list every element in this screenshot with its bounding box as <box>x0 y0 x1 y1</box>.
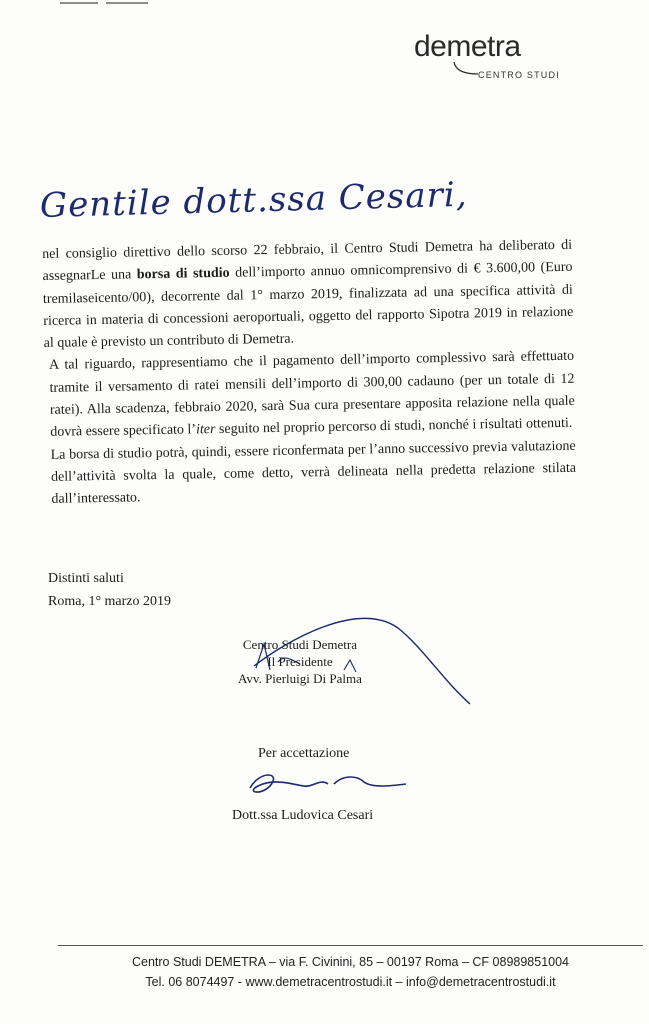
paragraph-text: nel consiglio direttivo dello scorso 22 febbraio, il Centro Studi Demetra ha deliberato di assegnarLe una <box>42 237 573 285</box>
demetra-logo <box>414 30 564 90</box>
emphasis-italic: iter <box>195 422 216 438</box>
footer-contacts: Tel. 06 8074497 - www.demetracentrostudi.it – info@demetracentrostudi.it <box>145 975 556 989</box>
acceptance-signature <box>240 764 410 804</box>
paragraph-text: seguito nel proprio percorso di studi, nonché i risultati ottenuti. <box>215 416 573 438</box>
letter-body <box>42 235 577 512</box>
paragraph-text: A tal riguardo, rappresentiamo che il pagamento dell’importo complessivo sarà effettuato tramite il versamento di ratei mensili dell’importo di 300,00 cadauno (per un totale di 12 ratei). Alla scadenza, febbraio 2020, sarà Sua cura presentare apposita relazione nella quale dovrà essere specificato l’ <box>48 349 575 441</box>
paragraph-text: La borsa di studio potrà, quindi, essere riconfermata per l’anno successivo previa valutazione dell’attività svolta la quale, come detto, verrà delineata nella predetta relazione stilata dall’interessato. <box>50 438 577 508</box>
footer-address: Centro Studi DEMETRA – via F. Civinini, 85 – 00197 Roma – CF 08989851004 <box>131 955 570 969</box>
logo-wordmark: demetra <box>414 30 521 63</box>
footer-divider <box>58 945 643 946</box>
acceptance-label: Per accettazione <box>258 746 350 761</box>
top-edge-marks <box>58 0 178 6</box>
logo-subtitle: CENTRO STUDI <box>478 70 560 80</box>
handwritten-greeting: Gentile dott.ssa Cesari, <box>39 174 469 226</box>
signatory-name: Avv. Pierluigi Di Palma <box>238 671 362 686</box>
paragraph <box>44 346 575 444</box>
place-date: Roma, 1° marzo 2019 <box>48 594 172 609</box>
paragraph <box>46 435 577 511</box>
paragraph-text: dell’importo annuo omnicomprensivo di € 3.600,00 (Euro tremilaseicento/00), decorrente dal 1° marzo 2019, finalizzata ad una specifica attività di ricerca in materia di concessioni aeroportuali, oggetto del rapporto Sipotra 2019 in relazione al quale è previsto un contributo di Demetra. <box>42 260 574 352</box>
paragraph <box>42 235 574 356</box>
signatory-role: Il Presidente <box>267 654 333 669</box>
acceptance-name: Dott.ssa Ludovica Cesari <box>232 808 374 823</box>
signature-block <box>238 636 362 687</box>
emphasis-bold: borsa di studio <box>136 266 230 283</box>
closing-salutation: Distinti saluti <box>48 571 124 586</box>
letterhead-footer <box>58 952 643 992</box>
signatory-org: Centro Studi Demetra <box>242 637 357 652</box>
